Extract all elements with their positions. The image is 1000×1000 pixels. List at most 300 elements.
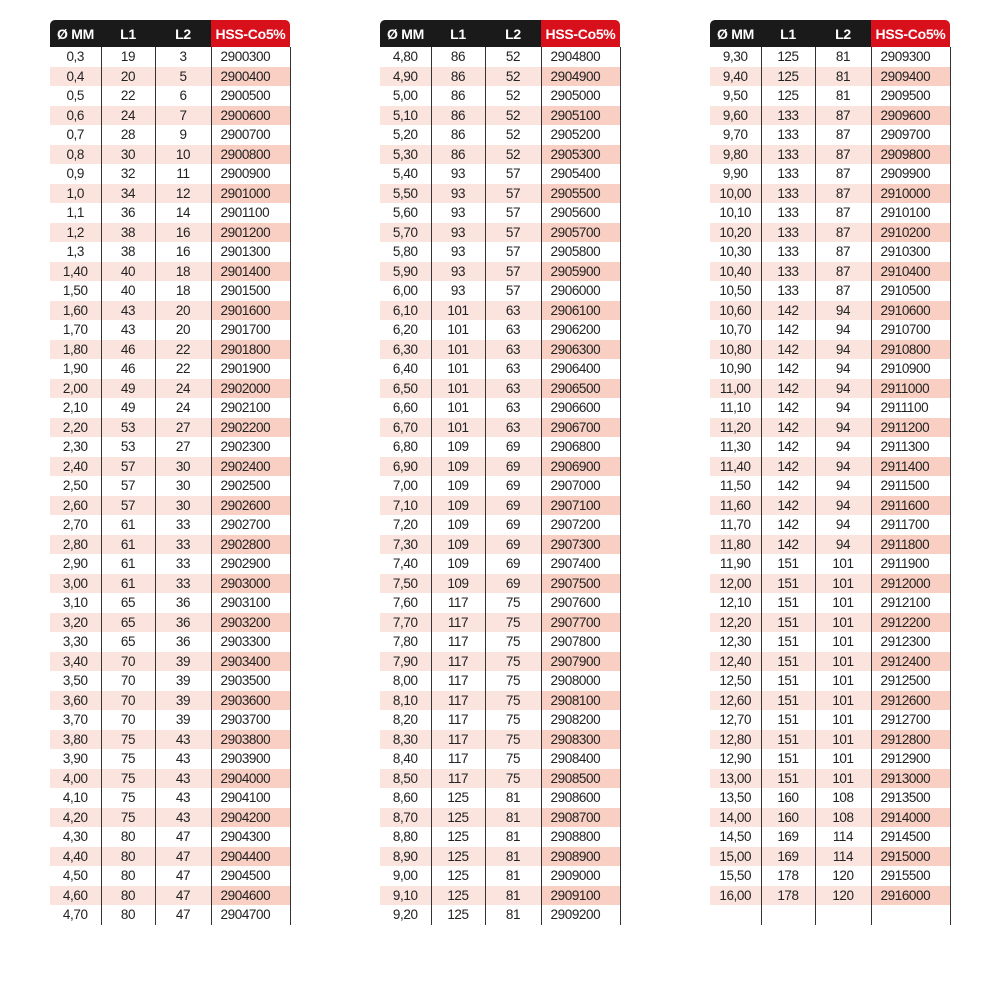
cell-l2: 94 xyxy=(815,418,871,438)
cell-l2: 87 xyxy=(815,281,871,301)
table-row xyxy=(710,613,950,633)
cell-l1: 109 xyxy=(431,554,485,574)
cell-article-number: 2904000 xyxy=(211,769,290,789)
cell-l1: 151 xyxy=(761,593,815,613)
cell-l2: 39 xyxy=(155,652,211,672)
cell-l1: 65 xyxy=(101,613,155,633)
cell-l1: 38 xyxy=(101,242,155,262)
cell-l2: 6 xyxy=(155,86,211,106)
cell-diameter: 11,30 xyxy=(719,439,751,455)
table-row xyxy=(710,125,950,145)
cell-l1: 151 xyxy=(761,769,815,789)
table-row xyxy=(710,86,950,106)
cell-article-number: 2909800 xyxy=(871,145,950,165)
cell-l1: 36 xyxy=(101,203,155,223)
table-row xyxy=(50,301,290,321)
cell-diameter: 3,30 xyxy=(62,634,88,650)
cell-article-number: 2905000 xyxy=(541,86,620,106)
cell-article-number: 2900900 xyxy=(211,164,290,184)
table-row xyxy=(710,457,950,477)
cell-l1: 80 xyxy=(101,905,155,925)
table-row xyxy=(50,125,290,145)
cell-l2: 87 xyxy=(815,145,871,165)
cell-article-number: 2913500 xyxy=(871,788,950,808)
cell-diameter: 4,70 xyxy=(62,907,88,923)
cell-diameter: 3,50 xyxy=(62,673,88,689)
table-row xyxy=(710,242,950,262)
cell-l1: 101 xyxy=(431,418,485,438)
cell-l1: 93 xyxy=(431,203,485,223)
cell-article-number: 2909900 xyxy=(871,164,950,184)
cell-diameter: 9,40 xyxy=(710,67,761,87)
cell-l1: 86 xyxy=(431,47,485,67)
cell-l2: 114 xyxy=(815,827,871,847)
cell-l2: 69 xyxy=(485,457,541,477)
table-row xyxy=(710,476,950,496)
cell-l1: 53 xyxy=(101,418,155,438)
table-row xyxy=(710,437,950,457)
cell-article-number: 2907800 xyxy=(541,632,620,652)
cell-l1: 46 xyxy=(101,359,155,379)
cell-l1: 49 xyxy=(101,398,155,418)
cell-article-number: 2910800 xyxy=(871,340,950,360)
cell-l2: 81 xyxy=(815,47,871,67)
cell-l1: 178 xyxy=(761,866,815,886)
cell-diameter: 7,10 xyxy=(380,496,431,516)
cell-l1: 22 xyxy=(101,86,155,106)
cell-l2: 52 xyxy=(485,47,541,67)
cell-diameter: 5,40 xyxy=(392,166,418,182)
cell-l1: 151 xyxy=(761,749,815,769)
cell-l2: 94 xyxy=(815,398,871,418)
cell-article-number: 2902600 xyxy=(211,496,290,516)
cell-article-number: 2905500 xyxy=(541,184,620,204)
cell-article-number: 2902200 xyxy=(211,418,290,438)
cell-article-number: 2906300 xyxy=(541,340,620,360)
cell-l2: 94 xyxy=(815,535,871,555)
cell-l1: 117 xyxy=(431,613,485,633)
cell-article-number: 2906000 xyxy=(541,281,620,301)
cell-l2: 39 xyxy=(155,710,211,730)
table-row xyxy=(380,691,620,711)
cell-diameter: 13,00 xyxy=(710,769,761,789)
cell-l1: 109 xyxy=(431,496,485,516)
cell-l2: 75 xyxy=(485,671,541,691)
table-row xyxy=(710,67,950,87)
table-row xyxy=(710,223,950,243)
table-row xyxy=(380,145,620,165)
table-row xyxy=(710,847,950,867)
table-row xyxy=(380,496,620,516)
cell-l1: 70 xyxy=(101,652,155,672)
cell-article-number: 2902800 xyxy=(211,535,290,555)
table-row xyxy=(380,379,620,399)
cell-article-number: 2915000 xyxy=(871,847,950,867)
table-row xyxy=(50,47,290,67)
cell-l1: 86 xyxy=(431,106,485,126)
cell-l2: 69 xyxy=(485,437,541,457)
cell-article-number: 2911900 xyxy=(871,554,950,574)
cell-l1 xyxy=(761,905,815,925)
header-l2: L2 xyxy=(155,20,211,47)
table-row xyxy=(710,164,950,184)
cell-article-number: 2912900 xyxy=(871,749,950,769)
cell-l1: 151 xyxy=(761,730,815,750)
table-row xyxy=(50,86,290,106)
cell-l1: 28 xyxy=(101,125,155,145)
cell-article-number: 2904600 xyxy=(211,886,290,906)
cell-l2: 16 xyxy=(155,242,211,262)
cell-l2 xyxy=(815,905,871,925)
cell-diameter: 10,80 xyxy=(710,340,761,360)
cell-l1: 151 xyxy=(761,710,815,730)
cell-l2: 94 xyxy=(815,496,871,516)
table-row xyxy=(50,262,290,282)
cell-l2: 87 xyxy=(815,203,871,223)
table-row xyxy=(50,632,290,652)
cell-article-number: 2909700 xyxy=(871,125,950,145)
table-row xyxy=(50,866,290,886)
cell-l2: 87 xyxy=(815,125,871,145)
cell-l1: 125 xyxy=(431,788,485,808)
cell-l1: 93 xyxy=(431,223,485,243)
cell-diameter: 8,10 xyxy=(380,691,431,711)
cell-l2: 22 xyxy=(155,340,211,360)
cell-diameter: 2,40 xyxy=(50,457,101,477)
cell-l2: 101 xyxy=(815,593,871,613)
table-row xyxy=(50,535,290,555)
table-header-row xyxy=(380,20,620,47)
cell-diameter: 12,60 xyxy=(710,691,761,711)
cell-diameter: 10,00 xyxy=(710,184,761,204)
cell-l2: 101 xyxy=(815,710,871,730)
table-row xyxy=(380,106,620,126)
cell-diameter: 1,90 xyxy=(62,361,88,377)
drill-table-2 xyxy=(380,20,621,925)
cell-l2: 81 xyxy=(485,847,541,867)
table-row xyxy=(710,730,950,750)
cell-l2: 36 xyxy=(155,632,211,652)
cell-article-number: 2905200 xyxy=(541,125,620,145)
cell-diameter: 11,90 xyxy=(719,556,751,572)
cell-l2: 30 xyxy=(155,457,211,477)
cell-article-number: 2901100 xyxy=(211,203,290,223)
cell-l2: 24 xyxy=(155,379,211,399)
cell-article-number: 2910600 xyxy=(871,301,950,321)
cell-diameter: 8,90 xyxy=(380,847,431,867)
cell-l2: 81 xyxy=(485,866,541,886)
cell-l2: 20 xyxy=(155,301,211,321)
table-row xyxy=(380,203,620,223)
cell-l2: 12 xyxy=(155,184,211,204)
cell-l1: 142 xyxy=(761,535,815,555)
cell-diameter: 7,70 xyxy=(380,613,431,633)
table-row xyxy=(380,340,620,360)
cell-l1: 125 xyxy=(431,808,485,828)
cell-l1: 101 xyxy=(431,398,485,418)
cell-diameter: 10,20 xyxy=(710,223,761,243)
cell-l2: 33 xyxy=(155,535,211,555)
table-row xyxy=(380,866,620,886)
cell-article-number: 2904700 xyxy=(211,905,290,925)
cell-article-number: 2902000 xyxy=(211,379,290,399)
table-row xyxy=(380,86,620,106)
table-row xyxy=(380,905,620,925)
cell-l2: 39 xyxy=(155,671,211,691)
table-row xyxy=(380,67,620,87)
cell-diameter: 0,9 xyxy=(66,166,85,182)
cell-article-number: 2908600 xyxy=(541,788,620,808)
cell-l2: 120 xyxy=(815,866,871,886)
cell-l1: 125 xyxy=(761,86,815,106)
table-row xyxy=(50,418,290,438)
cell-article-number: 2901600 xyxy=(211,301,290,321)
cell-l2: 52 xyxy=(485,145,541,165)
table-row xyxy=(50,437,290,457)
cell-article-number: 2905400 xyxy=(541,164,620,184)
cell-diameter: 3,70 xyxy=(62,712,88,728)
cell-l1: 142 xyxy=(761,437,815,457)
cell-l2: 81 xyxy=(815,86,871,106)
table-row xyxy=(380,652,620,672)
cell-l2: 47 xyxy=(155,866,211,886)
cell-diameter: 15,00 xyxy=(710,847,761,867)
cell-l1: 160 xyxy=(761,788,815,808)
cell-diameter: 16,00 xyxy=(710,886,761,906)
cell-diameter: 6,20 xyxy=(392,322,418,338)
cell-diameter: 10,30 xyxy=(719,244,752,260)
cell-diameter: 0,3 xyxy=(66,49,85,65)
cell-l2: 3 xyxy=(155,47,211,67)
table-body xyxy=(50,47,290,925)
cell-l1: 117 xyxy=(431,710,485,730)
cell-l2: 9 xyxy=(155,125,211,145)
header-article-number: HSS-Co5% xyxy=(541,20,620,47)
table-row xyxy=(710,106,950,126)
cell-diameter: 1,1 xyxy=(66,205,85,221)
cell-diameter: 9,30 xyxy=(722,49,748,65)
table-row xyxy=(710,496,950,516)
cell-l2: 75 xyxy=(485,769,541,789)
cell-diameter: 7,30 xyxy=(380,535,431,555)
cell-diameter: 10,50 xyxy=(719,283,752,299)
cell-l2: 101 xyxy=(815,671,871,691)
table-row xyxy=(710,554,950,574)
cell-article-number: 2910100 xyxy=(871,203,950,223)
cell-diameter: 4,60 xyxy=(50,886,101,906)
cell-diameter: 0,6 xyxy=(50,106,101,126)
table-row xyxy=(380,437,620,457)
cell-article-number: 2906600 xyxy=(541,398,620,418)
cell-diameter: 9,70 xyxy=(722,127,748,143)
table-row xyxy=(50,145,290,165)
cell-diameter: 7,60 xyxy=(392,595,418,611)
table-row xyxy=(710,379,950,399)
table-row xyxy=(710,710,950,730)
cell-diameter: 6,90 xyxy=(380,457,431,477)
cell-article-number: 2912000 xyxy=(871,574,950,594)
table-row xyxy=(380,769,620,789)
cell-diameter: 8,00 xyxy=(392,673,418,689)
cell-article-number: 2903400 xyxy=(211,652,290,672)
table-row xyxy=(380,535,620,555)
table-row xyxy=(710,788,950,808)
cell-l1: 86 xyxy=(431,125,485,145)
cell-l1: 101 xyxy=(431,379,485,399)
table-row xyxy=(710,671,950,691)
cell-l2: 52 xyxy=(485,106,541,126)
cell-article-number: 2903300 xyxy=(211,632,290,652)
cell-l1: 117 xyxy=(431,730,485,750)
cell-article-number: 2909000 xyxy=(541,866,620,886)
table-row xyxy=(380,281,620,301)
table-row xyxy=(50,905,290,925)
cell-l1: 75 xyxy=(101,808,155,828)
table-row xyxy=(710,535,950,555)
table-row xyxy=(380,223,620,243)
table-row xyxy=(380,262,620,282)
cell-article-number: 2901300 xyxy=(211,242,290,262)
table-row xyxy=(710,866,950,886)
table-row xyxy=(380,808,620,828)
cell-article-number: 2910000 xyxy=(871,184,950,204)
cell-diameter: 5,20 xyxy=(392,127,418,143)
cell-diameter: 11,10 xyxy=(719,400,751,416)
cell-article-number: 2902700 xyxy=(211,515,290,535)
cell-diameter: 5,70 xyxy=(380,223,431,243)
cell-l2: 36 xyxy=(155,593,211,613)
cell-l1: 46 xyxy=(101,340,155,360)
cell-l2: 101 xyxy=(815,652,871,672)
cell-l2: 39 xyxy=(155,691,211,711)
cell-l1: 117 xyxy=(431,652,485,672)
cell-article-number: 2906200 xyxy=(541,320,620,340)
table-row xyxy=(380,671,620,691)
cell-l2: 94 xyxy=(815,340,871,360)
cell-article-number: 2906700 xyxy=(541,418,620,438)
cell-l1: 109 xyxy=(431,437,485,457)
cell-diameter: 15,50 xyxy=(719,868,752,884)
table-body xyxy=(380,47,620,925)
cell-diameter: 10,90 xyxy=(719,361,752,377)
cell-l2: 52 xyxy=(485,125,541,145)
cell-l2: 69 xyxy=(485,496,541,516)
table-row xyxy=(710,749,950,769)
cell-diameter: 2,70 xyxy=(62,517,88,533)
cell-l2: 101 xyxy=(815,554,871,574)
cell-diameter: 11,50 xyxy=(719,478,751,494)
cell-l1: 80 xyxy=(101,886,155,906)
cell-l2: 43 xyxy=(155,769,211,789)
cell-l1: 80 xyxy=(101,827,155,847)
cell-diameter: 8,30 xyxy=(380,730,431,750)
cell-article-number: 2901800 xyxy=(211,340,290,360)
cell-diameter: 0,8 xyxy=(50,145,101,165)
cell-article-number: 2916000 xyxy=(871,886,950,906)
cell-l2: 87 xyxy=(815,106,871,126)
table-row xyxy=(710,320,950,340)
cell-article-number: 2910300 xyxy=(871,242,950,262)
cell-article-number: 2911800 xyxy=(871,535,950,555)
cell-article-number: 2900600 xyxy=(211,106,290,126)
cell-l1: 169 xyxy=(761,847,815,867)
table-row xyxy=(50,496,290,516)
cell-article-number: 2911000 xyxy=(871,379,950,399)
cell-l1: 133 xyxy=(761,242,815,262)
cell-diameter: 4,50 xyxy=(62,868,88,884)
cell-l2: 43 xyxy=(155,749,211,769)
cell-l2: 57 xyxy=(485,203,541,223)
cell-l1: 109 xyxy=(431,457,485,477)
cell-diameter: 9,90 xyxy=(722,166,748,182)
cell-l1: 75 xyxy=(101,788,155,808)
cell-diameter: 8,40 xyxy=(392,751,418,767)
cell-l1: 151 xyxy=(761,632,815,652)
table-row xyxy=(50,652,290,672)
cell-diameter: 0,4 xyxy=(50,67,101,87)
table-row xyxy=(50,710,290,730)
cell-l1: 57 xyxy=(101,476,155,496)
cell-l1: 101 xyxy=(431,340,485,360)
cell-article-number: 2905800 xyxy=(541,242,620,262)
cell-l2: 120 xyxy=(815,886,871,906)
cell-l1: 151 xyxy=(761,691,815,711)
cell-l1: 93 xyxy=(431,164,485,184)
cell-l2: 69 xyxy=(485,515,541,535)
cell-l1: 117 xyxy=(431,769,485,789)
cell-l2: 81 xyxy=(485,905,541,925)
cell-l2: 101 xyxy=(815,613,871,633)
cell-l1: 125 xyxy=(431,866,485,886)
cell-article-number: 2912100 xyxy=(871,593,950,613)
cell-diameter: 3,00 xyxy=(50,574,101,594)
cell-l1: 61 xyxy=(101,515,155,535)
table-row xyxy=(380,847,620,867)
cell-article-number: 2906500 xyxy=(541,379,620,399)
cell-article-number: 2906400 xyxy=(541,359,620,379)
cell-article-number: 2911400 xyxy=(871,457,950,477)
cell-diameter: 2,20 xyxy=(50,418,101,438)
cell-l1: 40 xyxy=(101,262,155,282)
table-row xyxy=(710,691,950,711)
cell-diameter: 5,10 xyxy=(380,106,431,126)
cell-l1: 80 xyxy=(101,847,155,867)
cell-diameter: 6,10 xyxy=(380,301,431,321)
cell-l2: 75 xyxy=(485,652,541,672)
cell-article-number: 2907100 xyxy=(541,496,620,516)
table-row xyxy=(50,242,290,262)
table-row xyxy=(710,827,950,847)
cell-article-number: 2906900 xyxy=(541,457,620,477)
cell-l2: 81 xyxy=(485,827,541,847)
cell-l1: 65 xyxy=(101,593,155,613)
cell-l2: 43 xyxy=(155,808,211,828)
cell-l2: 18 xyxy=(155,262,211,282)
cell-l2: 63 xyxy=(485,418,541,438)
table-row xyxy=(380,515,620,535)
cell-diameter: 5,50 xyxy=(380,184,431,204)
cell-diameter: 12,20 xyxy=(710,613,761,633)
table-row xyxy=(50,320,290,340)
cell-l1: 109 xyxy=(431,515,485,535)
cell-l1: 142 xyxy=(761,379,815,399)
cell-article-number: 2911100 xyxy=(871,398,950,418)
cell-l2: 94 xyxy=(815,437,871,457)
cell-l2: 94 xyxy=(815,301,871,321)
cell-article-number: 2914500 xyxy=(871,827,950,847)
cell-article-number: 2912200 xyxy=(871,613,950,633)
table-row xyxy=(710,808,950,828)
